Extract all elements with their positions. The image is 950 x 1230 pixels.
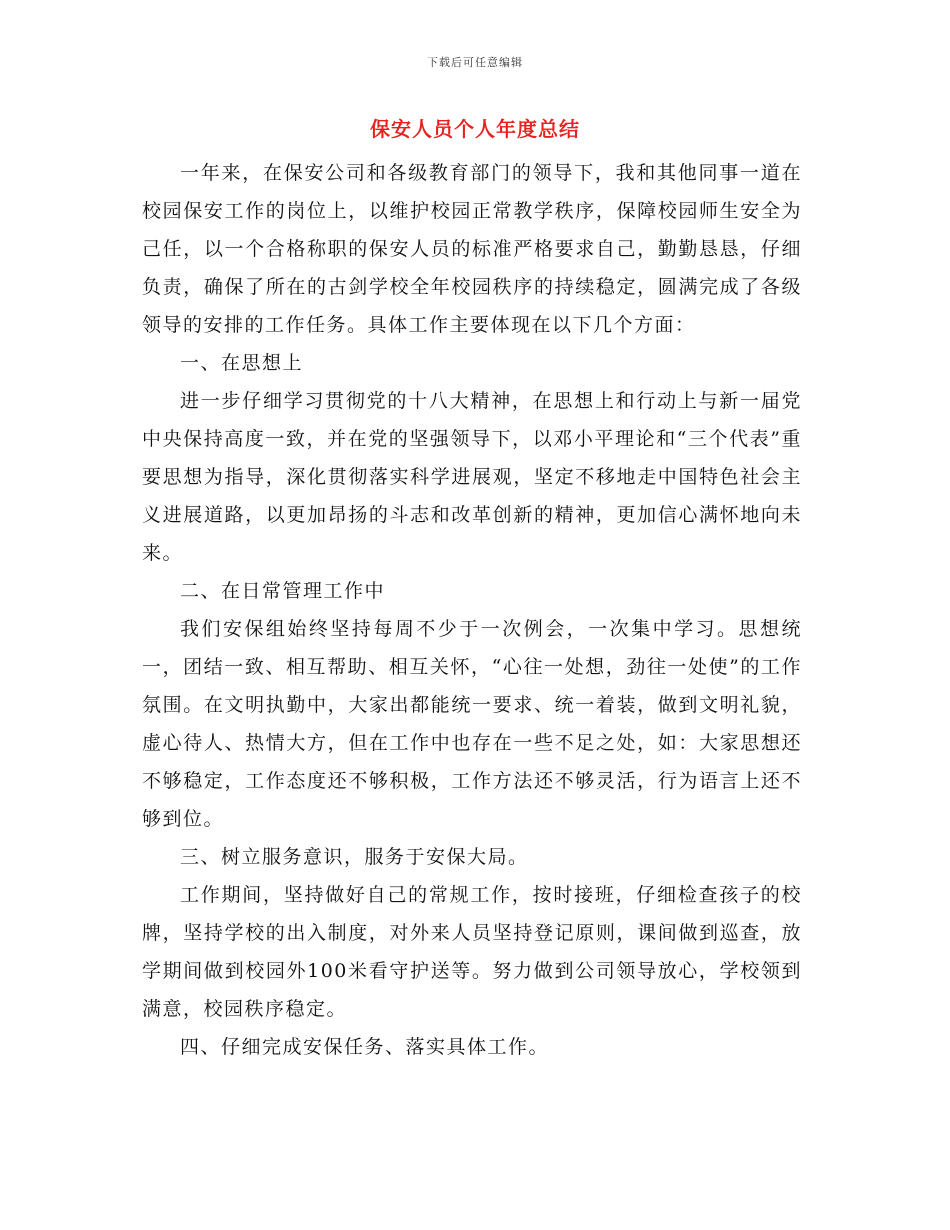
header-note: 下载后可任意编辑 — [427, 56, 523, 69]
section-heading-4: 四、仔细完成安保任务、落实具体工作。 — [180, 1036, 550, 1058]
paragraph-section-1: 进一步仔细学习贯彻党的十八大精神，在思想上和行动上与新一届党中央保持高度一致，并在党的坚强领导下，以邓小平理论和“三个代表”重要思想为指导，深化贯彻落实科学进展观，坚定不移地走中国特色社会主义进展道路，以更加昂扬的斗志和改革创新的精神，更加信心满怀地向未来。 — [142, 390, 802, 564]
paragraph-intro: 一年来，在保安公司和各级教育部门的领导下，我和其他同事一道在校园保安工作的岗位上，以维护校园正常教学秩序，保障校园师生安全为己任，以一个合格称职的保安人员的标准严格要求自己，勤勤恳恳，仔细负责，确保了所在的古剑学校全年校园秩序的持续稳定，圆满完成了各级领导的安排的工作任务。具体工作主要体现在以下几个方面： — [142, 162, 802, 336]
paragraph-section-3: 工作期间，坚持做好自己的常规工作，按时接班，仔细检查孩子的校牌，坚持学校的出入制度，对外来人员坚持登记原则，课间做到巡查，放学期间做到校园外100米看守护送等。努力做到公司领导放心，学校领到满意，校园秩序稳定。 — [142, 884, 802, 1020]
document-title: 保安人员个人年度总结 — [370, 117, 580, 141]
section-heading-3: 三、树立服务意识，服务于安保大局。 — [180, 846, 529, 868]
section-heading-1: 一、在思想上 — [180, 352, 304, 374]
document-body — [142, 154, 802, 1066]
paragraph-section-2: 我们安保组始终坚持每周不少于一次例会，一次集中学习。思想统一，团结一致、相互帮助、相互关怀，“心往一处想，劲往一处使”的工作氛围。在文明执勤中，大家出都能统一要求、统一着装，做到文明礼貌，虚心待人、热情大方，但在工作中也存在一些不足之处，如：大家思想还不够稳定，工作态度还不够积极，工作方法还不够灵活，行为语言上还不够到位。 — [142, 618, 802, 830]
section-heading-2: 二、在日常管理工作中 — [180, 580, 386, 602]
